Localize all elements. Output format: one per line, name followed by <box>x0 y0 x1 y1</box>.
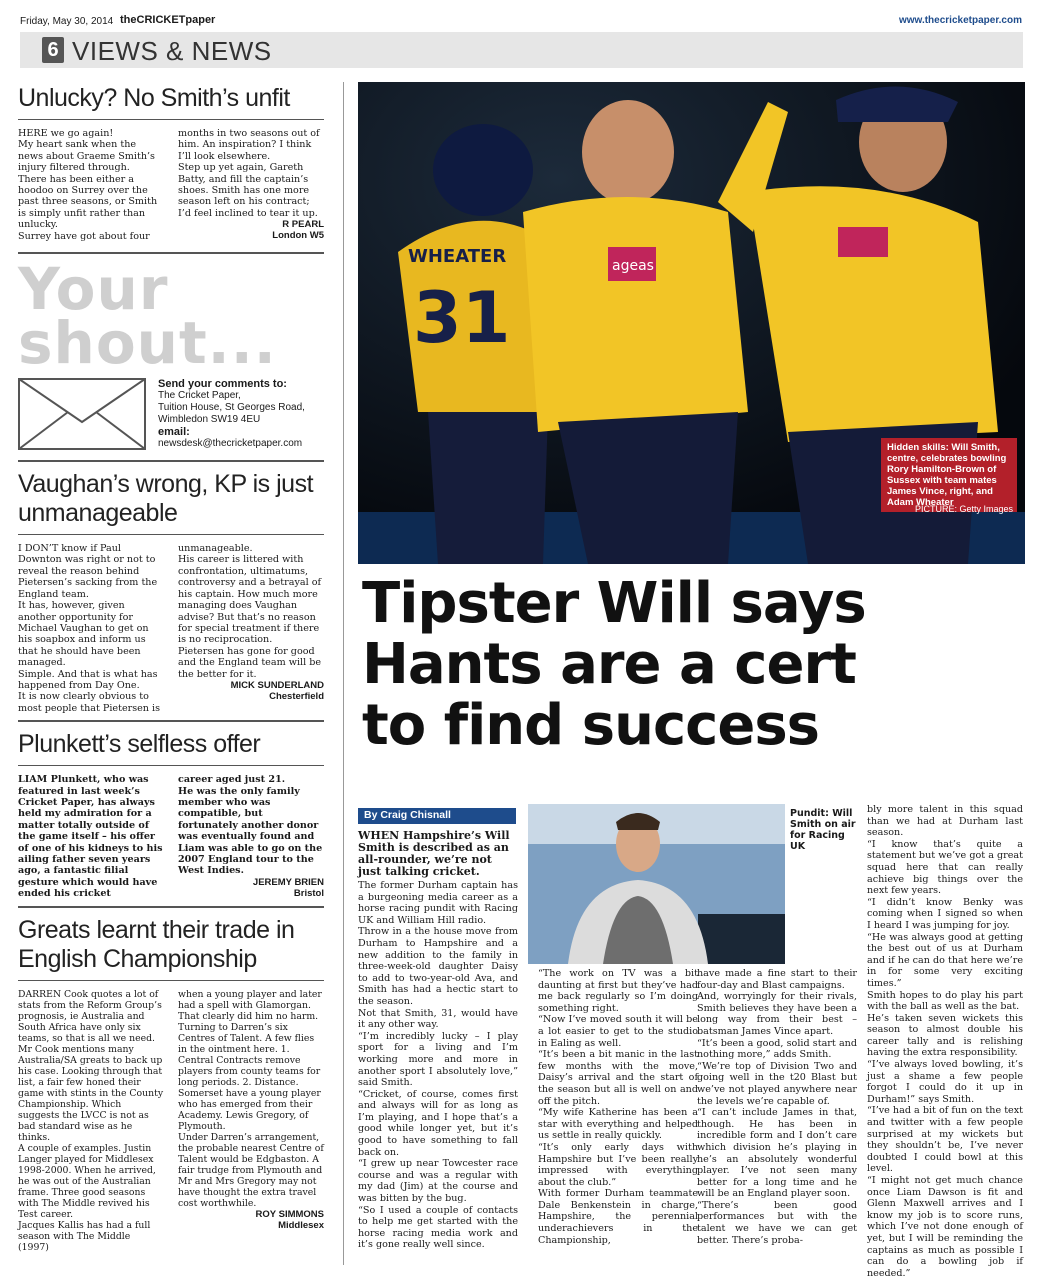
email-address[interactable]: newsdesk@thecricketpaper.com <box>158 438 303 450</box>
byline: By Craig Chisnall <box>358 808 516 824</box>
issue-date: Friday, May 30, 2014 <box>20 16 114 27</box>
masthead-brand: theCRICKETpaper <box>120 14 216 26</box>
contact-details <box>158 378 305 450</box>
letters-column <box>18 84 324 1253</box>
letter-location: Chesterfield <box>269 690 324 702</box>
letter-col: months in two seasons out of him. An inspiration? I think I’ll look elsewhere. Step up yet again, Gareth Batty, and fill the captain’s shoes. Smith has one more season left on his contract; I’d feel inclined to tear it up. <box>178 128 320 219</box>
divider <box>18 252 324 254</box>
main-photo <box>358 82 1025 564</box>
pundit-photo <box>528 804 785 964</box>
letter-location: Bristol <box>293 887 324 899</box>
pundit-illustration <box>528 804 785 964</box>
divider <box>18 906 324 908</box>
divider <box>18 119 324 120</box>
shirt-number: 31 <box>413 277 511 359</box>
letter-col: HERE we go again! My heart sank when the news about Graeme Smith’s injury filtered through. There has been either a hoodoo on Surrey over the past three seasons, or Smith is simply unfit rather than unlucky. Surrey have got about four <box>18 128 158 242</box>
letter-col: when a young player and later had a spell with Glamorgan. That clearly did him no harm. Turning to Darren’s six Centres of Talent. A few flies in the ointment here. 1. Central Contracts remove players from county teams for long periods. 2. Distance. Somerset have a young player who has emerged from their Academy. Lewis Gregory, of Plymouth. Under Darren’s arrangement, the probable nearest Centre of Talent would be Edgbaston. A fair trudge from Plymouth and Mr and Mrs Gregory may not have thought the extra travel cost worthwhile. <box>178 988 324 1209</box>
shirt-name: WHEATER <box>408 246 507 267</box>
photo-credit: PICTURE: Getty Images <box>914 504 1013 514</box>
letter-col: LIAM Plunkett, who was featured in last week’s Cricket Paper, has always held my admiration for a matter totally outside of the game itself – his offer of one of his kidneys to his ailing father seven years ago, a fantastic filial gesture which would have ended his cricket <box>18 774 163 900</box>
story-col-2: “The work on TV was a bit daunting at first but they’ve had me back regularly so I’m doing something right. “Now I’ve moved south it will be a lot easier to get to the studio in Ealing as well. “It’s been a bit manic in the last few months with the move, Daisy’s arrival and the start of the season but all is well on and off the pitch. “My wife Katherine has been a star with everything and helped us settle in really quickly. “It’s only early days with Hampshire but I’ve been really impressed with everything about the club.” With former Durham teammate Dale Benkenstein in charge, Hampshire, the perennial underachievers in the Championship, <box>538 968 698 1246</box>
letter-col: I DON’T know if Paul Downton was right or not to reveal the reason behind Pietersen’s sacking from the England team. It has, however, given another opportunity for Michael Vaughan to get on his soapbox and inform us that he should have been managed. Simple. And that is what has happened from Day One. It is now clearly obvious to most people that Pietersen is <box>18 543 161 714</box>
shirt-sponsor: ageas <box>612 258 654 274</box>
headline-line: to find success <box>362 693 819 758</box>
story-intro: WHEN Hampshire’s Will Smith is described as an all-rounder, we’re not just talking cricket. <box>358 829 510 878</box>
contact-block <box>18 378 324 450</box>
story-text: The former Durham captain has a burgeoning media career as a horse racing pundit with Racing UK and William Hill radio. Throw in a the house move from Durham to Hampshire and a new addition to the family in three-week-old daughter Daisy to add to two-year-old Ava, and Smith has had a hectic start to the season. Not that Smith, 31, would have it any other way. “I’m incredibly lucky – I play sport for a living and I’m working more and more in another sport I absolutely love,” said Smith. “Cricket, of course, comes first and always will for as long as I’m playing, and I hope that’s a good while longer yet, but it’s good to have something to fall back on. “I grew up near Towcester race course and was a regular with my dad (Jim) at the course and was bitten by the bug. “So I used a couple of contacts to help me get started with the horse racing media work and it’s gone really well since. <box>358 880 518 1251</box>
divider <box>18 534 324 535</box>
envelope-icon <box>18 378 146 450</box>
letter-location: London W5 <box>272 230 324 242</box>
letter-body <box>18 774 324 899</box>
letter-col: unmanageable. His career is littered with confrontation, ultimatums, controversy and a betrayal of his captain. How much more managing does Vaughan advise? But that’s no reason for special treatment if there is no reciprocation. Pietersen has gone for good and the England team will be the better for it. <box>178 543 322 680</box>
letter-body <box>18 989 324 1253</box>
letter-headline: Vaughan’s wrong, KP is just unmanageable <box>18 470 314 528</box>
photo-caption: Hidden skills: Will Smith, centre, celebrates bowling Rory Hamilton-Brown of Sussex with team mates James Vince, right, and Adam Wheater <box>881 438 1017 512</box>
story-col-3: have made a fine start to their four-day and Blast campaigns. And, worryingly for their rivals, Smith believes they have been a long way from their best – batsman James Vince apart. “It’s been a good, solid start and nothing more,” adds Smith. “We’re top of Division Two and going well in the t20 Blast but we’ve not played anywhere near the levels we’re capable of. “I can’t include James in that, though. He has been in incredible form and I don’t care which division he’s playing in he’s an absolutely wonderful player. I’ve not seen many better for a long time and he will be an England player soon. “There’s been good performances but with the talent we have we can get better. There’s proba- <box>697 968 857 1246</box>
letter-signature: ROY SIMMONS <box>255 1208 324 1220</box>
section-band <box>20 32 1023 68</box>
headline-line: Hants are a cert <box>362 632 856 697</box>
send-comments-label: Send your comments to: <box>158 378 287 391</box>
letter-col: DARREN Cook quotes a lot of stats from the Reform Group’s prognosis, ie Australia and South Africa have only six teams, so that is all we need. Mr Cook mentions many Australia/SA greats to back up his case. Looking through that list, a fair few honed their game with stints in the County Championship. Which suggests the LVCC is not as bad standard wise as he thinks. A couple of examples. Justin Langer played for Middlesex 1998-2000. When he arrived, he was out of the Australian frame. Three good seasons with The Middle revived his Test career. Jacques Kallis has had a full season with The Middle (1997) <box>18 988 164 1253</box>
page-header <box>20 12 1022 32</box>
divider <box>18 765 324 766</box>
story-col-4: bly more talent in this squad than we had at Durham last season. “I know that’s quite a statement but we’ve got a great squad here that can really achieve big things over the next few years. “I didn’t know Benky was coming when I signed so when I heard I was jumping for joy. “He was always good at getting the best out of us at Durham and if he can do that here we’re in for some very exciting times.” Smith hopes to do play his part with the ball as well as the bat. He’s taken seven wickets this season to almost double his career tally and is relishing having the extra responsibility. “I’ve always loved bowling, it’s just a shame a few people forgot I could do it up in Durham!” says Smith. “I’ve had a bit of fun on the text and twitter with a few people surprised at my wickets but they shouldn’t be, I’ve never doubted I could bowl at this level. “I might not get much chance once Liam Dawson is fit and Glenn Maxwell arrives and I know my job is to score runs, which I’ve not done enough of yet, but I will be reminding the captains as much as possible I can do a bowling job if needed.” <box>867 804 1023 1279</box>
website-url[interactable]: www.thecricketpaper.com <box>898 15 1022 26</box>
letter-signature: R PEARL <box>282 219 324 231</box>
postal-address: The Cricket Paper, Tuition House, St Georges Road, Wimbledon SW19 4EU <box>158 390 305 426</box>
letter-signature: MICK SUNDERLAND <box>230 679 324 691</box>
letter-location: Middlesex <box>278 1219 324 1231</box>
letter-body <box>18 543 324 714</box>
letter-col: career aged just 21. He was the only family member who was compatible, but fortunately another donor was eventually found and Liam was able to go on the 2007 England tour to the West Indies. <box>178 774 323 877</box>
divider <box>18 460 324 462</box>
letter-headline: Greats learnt their trade in English Championship <box>18 915 295 973</box>
inset-caption: Pundit: Will Smith on air for Racing UK <box>790 808 856 852</box>
letter-headline: Plunkett’s selfless offer <box>18 730 261 759</box>
story-col-1 <box>358 830 518 1251</box>
email-label: email: <box>158 426 190 439</box>
letter-signature: JEREMY BRIEN <box>252 876 324 888</box>
column-divider <box>343 82 344 1265</box>
story-headline <box>362 573 1022 756</box>
headline-line: Tipster Will says <box>362 571 866 636</box>
divider <box>18 980 324 981</box>
divider <box>18 720 324 722</box>
page-number: 6 <box>42 37 64 63</box>
letter-body <box>18 128 324 242</box>
letter-headline: Unlucky? No Smith’s unfit <box>18 84 290 112</box>
your-shout-line1: Your <box>18 255 169 324</box>
your-shout-line2: shout... <box>18 309 277 378</box>
section-title: VIEWS & NEWS <box>72 36 272 66</box>
